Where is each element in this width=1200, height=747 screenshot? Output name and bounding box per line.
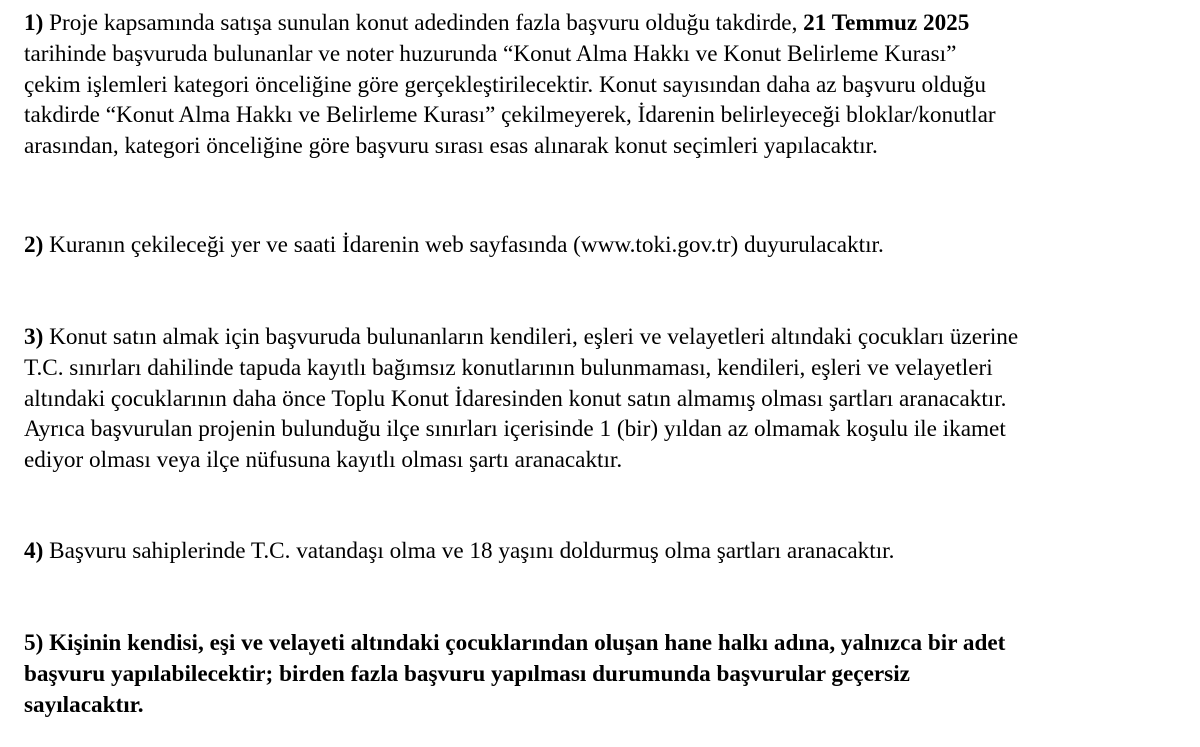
paragraph-1-line-5: arasından, kategori önceliğine göre başvuru sırası esas alınarak konut seçimleri yapılacaktır. [24,133,878,160]
paragraph-3 [24,322,1018,476]
paragraph-4-number: 4) [24,538,44,564]
paragraph-3-line-5: ediyor olması veya ilçe nüfusuna kayıtlı olması şartı aranacaktır. [24,447,623,474]
paragraph-5-line-2: başvuru yapılabilecektir; birden fazla başvuru yapılması durumunda başvurular geçersiz [24,660,910,687]
paragraph-5 [24,628,1005,720]
paragraph-1-number: 1) [24,10,44,36]
paragraph-2 [24,230,884,261]
paragraph-1 [24,8,996,162]
paragraph-1-line-3: çekim işlemleri kategori önceliğine göre gerçekleştirilecektir. Konut sayısından daha az başvuru olduğu [24,71,986,98]
paragraph-3-line-3: altındaki çocuklarının daha önce Toplu Konut İdaresinden konut satın almamış olması şartları aranacaktır. [24,385,1007,412]
paragraph-3-line-2: T.C. sınırları dahilinde tapuda kayıtlı bağımsız konutlarının bulunmaması, kendileri, eşleri ve velayetleri [24,354,993,381]
paragraph-1-line-4: takdirde “Konut Alma Hakkı ve Belirleme Kurası” çekilmeyerek, İdarenin belirleyeceği bloklar/konutlar [24,102,996,129]
paragraph-4-text: Başvuru sahiplerinde T.C. vatandaşı olma ve 18 yaşını doldurmuş olma şartları aranacaktır. [43,538,895,564]
paragraph-2-text: Kuranın çekileceği yer ve saati İdarenin web sayfasında (www.toki.gov.tr) duyurulacaktır. [43,232,884,258]
paragraph-4 [24,536,894,567]
paragraph-3-text: Konut satın almak için başvuruda bulunanların kendileri, eşleri ve velayetleri altındaki çocukları üzerine [43,324,1019,350]
paragraph-3-line-1 [24,322,1018,353]
paragraph-2-line-1 [24,230,884,261]
draw-date: 21 Temmuz 2025 [803,10,970,36]
paragraph-5-text: Kişinin kendisi, eşi ve velayeti altındaki çocuklarından oluşan hane halkı adına, yalnızca bir adet [43,630,1006,656]
paragraph-1-line-2: tarihinde başvuruda bulunanlar ve noter huzurunda “Konut Alma Hakkı ve Konut Belirleme Kurası” [24,40,957,67]
paragraph-3-number: 3) [24,324,44,350]
paragraph-5-line-1 [24,628,1005,659]
paragraph-1-text-a: Proje kapsamında satışa sunulan konut adedinden fazla başvuru olduğu takdirde, [43,10,804,36]
paragraph-3-line-4: Ayrıca başvurulan projenin bulunduğu ilçe sınırları içerisinde 1 (bir) yıldan az olmamak koşulu ile ikamet [24,416,1006,443]
paragraph-1-line-1 [24,8,996,39]
paragraph-5-number: 5) [24,630,44,656]
paragraph-2-number: 2) [24,232,44,258]
paragraph-4-line-1 [24,536,894,567]
paragraph-5-line-3: sayılacaktır. [24,691,144,718]
